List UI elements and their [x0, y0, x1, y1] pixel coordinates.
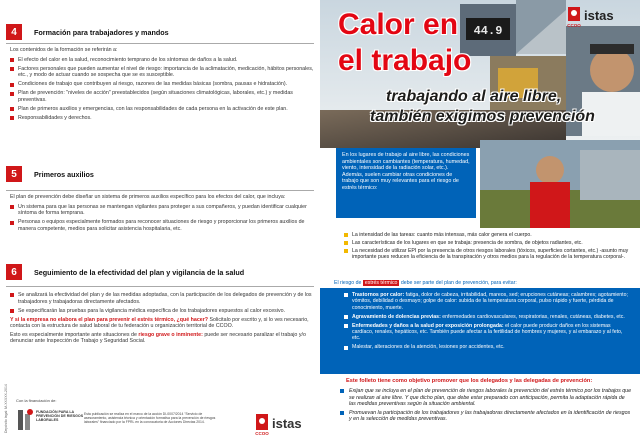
section-6-list: [10, 292, 314, 314]
list-item: Se especificarán las pruebas para la vigilancia médica específica de los trabajadores expuestos al calor excesivo.: [10, 308, 314, 315]
funding-label: Con la financiación de:: [16, 398, 57, 403]
risk-text-post: puede ser necesario paralizar el trabajo y/o denunciar ante Inspección de Trabajo y Seguridad Social.: [10, 331, 306, 345]
istas-logo-text: istas: [272, 416, 302, 431]
worker-photo: [480, 140, 640, 228]
working-conditions-list: [344, 232, 634, 262]
risk-statement: [334, 280, 634, 286]
list-item: Personas o equipos especialmente formados para reconocer situaciones de riesgo y proporcionar los primeros auxilios de manera competente, medios para solicitar asistencia hospitalaria, etc.: [10, 219, 314, 232]
risk-highlight: riesgo grave o inminente:: [138, 331, 203, 338]
list-item: Un sistema para que las personas se mantengan vigilantes para proteger a sus compañeros, y puedan identificar cualquier síntoma de forma temprana.: [10, 204, 314, 217]
section-number: 4: [6, 24, 22, 40]
title-line-2: el trabajo: [338, 44, 472, 77]
section-4-list: [10, 57, 314, 122]
section-number: 5: [6, 166, 22, 182]
list-item: Agravamiento de dolencias previas: enfermedades cardiovasculares, respiratorias, renales, cutáneas, diabetes, etc.: [344, 314, 632, 320]
footer: [16, 398, 316, 444]
section-intro: El plan de prevención debe diseñar un sistema de primeros auxilios específico para los efectos del calor, que incluya:: [10, 194, 286, 200]
logo-group: [568, 6, 630, 28]
subtitle-line-1: trabajando al aire libre,: [386, 88, 562, 105]
legal-deposit: Depósito legal: M-XXXXX-2014: [4, 384, 8, 433]
right-page: [320, 0, 640, 448]
divider: [6, 43, 314, 44]
list-item: Exijan que se incluya en el plan de prevención de riesgos laborales la prevención del estrés térmico por los trabajos que se realizan al aire libre. Y que dicho plan, que debe estar preparado con anticipación, permita la adaptación rápida de las medidas preventivas según la situación ambiental.: [340, 388, 632, 408]
section-5-list: [10, 204, 314, 233]
list-item: El efecto del calor en la salud, reconocimiento temprano de los síntomas de daños a la salud.: [10, 57, 314, 64]
section-4-body: [10, 47, 314, 124]
risk-post: debe ser parte del plan de prevención, para evitar:: [399, 280, 517, 286]
question-highlight: Y si la empresa no elabora el plan para prevenir el estrés térmico, ¿qué hacer?: [10, 316, 209, 323]
section-5-body: [10, 194, 314, 235]
list-item: La necesidad de utilizar EPI por la presencia de otros riesgos laborales (tóxicos, superficies cortantes, etc.) -asunto muy importante pues reducen la eficiencia de la transpiración y otros medios para la regulación de la temperatura corporal-.: [344, 248, 634, 261]
section-6-header: [6, 262, 244, 282]
subtitle-line-2: también exigimos prevención: [370, 108, 595, 125]
section-title: Formación para trabajadores y mandos: [34, 27, 169, 37]
funding-text: Esta publicación se realiza en el marco de la acción DI-0007/2014 "Servicio de asesoramiento, asistencia técnica y orientación formativa para la prevención de riesgos laborales" financiado por la FPRL en la convocatoria de Acciones Directas 2014.: [84, 412, 216, 425]
list-item: Se analizará la efectividad del plan y de las medidas adoptadas, con la participación de los delegados de prevención y de los trabajadores y trabajadoras directamente afectados.: [10, 292, 314, 305]
section-5-header: [6, 164, 94, 184]
list-item: Factores personales que pueden aumentar el nivel de riesgo: importancia de la aclimatación, medicación, hábitos personales, etc., y modo de actuar cuando se sospecha que se es susceptible.: [10, 66, 314, 79]
section-4-header: [6, 22, 169, 42]
objective-list: [340, 388, 632, 425]
title-line-1: Calor en: [338, 8, 459, 41]
heat-stress-highlight: estrés térmico: [364, 280, 398, 286]
section-number: 6: [6, 264, 22, 280]
divider: [6, 190, 314, 191]
istas-ccoo-header-logo: [568, 6, 630, 33]
risk-pre: El riesgo de: [334, 280, 363, 286]
list-item: Enfermedades y daños a la salud por exposición prolongada: el calor puede producir daños en los sistemas cardíaco, renales, hepáticos, etc. También puede afectar a la fertilidad de hombres y mujeres, y al embarazo y al feto, etc.: [344, 323, 632, 342]
question-text: Solicitalo por escrito y, si lo ves necesario, contacta con la estructura de salud laboral de tu federación u organización territorial de CCOO.: [10, 316, 309, 330]
list-item: Las características de los lugares en que se trabaja: presencia de sombra, de objetos radiantes, etc.: [344, 240, 634, 246]
ccoo-logo-text: CCOO: [255, 431, 269, 436]
list-item: Responsabilidades y derechos.: [10, 115, 314, 122]
section-intro: Los contenidos de la formación se referirán a:: [10, 47, 118, 53]
risk-text-pre: Esto es especialmente importante ante situaciones de: [10, 331, 139, 338]
section-6-body: [10, 292, 314, 345]
question-paragraph: [10, 317, 314, 330]
section-title: Seguimiento de la efectividad del plan y vigilancia de la salud: [34, 267, 245, 277]
list-item: Trastornos por calor: fatiga, dolor de cabeza, irritabilidad, mareos, sed; erupciones cutáneas; calambres; agotamiento; vómitos, debilidad o desmayo; golpe de calor: subida de la temperatura corporal, pulso rápido y fuerte, pérdida de conocimiento, muerte.: [344, 292, 632, 311]
divider: [6, 286, 314, 287]
istas-logo-text: istas: [584, 8, 614, 23]
list-item: Plan de primeros auxilios y emergencias, con las responsabilidades de cada persona en la activación de este plan.: [10, 106, 314, 113]
risk-paragraph: [10, 332, 314, 345]
list-item: Plan de prevención: "niveles de acción" preestablecidos (según situaciones climatológicas, laborales, etc.) y medidas preventivas.: [10, 90, 314, 103]
list-item: Condiciones de trabajo que contribuyen al riesgo, razones de las medidas básicas (sombra, pausas e hidratación).: [10, 81, 314, 88]
section-title: Primeros auxilios: [34, 169, 94, 179]
list-item: Promuevan la participación de los trabajadores y las trabajadoras directamente afectados en la identificación de riesgos y en la selección de medidas preventivas.: [340, 410, 632, 423]
ccoo-logo-text: CCOO: [567, 23, 581, 28]
thermometer-reading: 44.9: [473, 24, 503, 38]
list-item: La intensidad de las tareas: cuanto más intensas, más calor genera el cuerpo.: [344, 232, 634, 238]
foundation-name: FUNDACIÓN PARA LA PREVENCIÓN DE RIESGOS LABORALES: [36, 410, 84, 423]
fprl-logo-icon: [16, 408, 34, 432]
list-item: Malestar, alteraciones de la atención, lesiones por accidentes, etc.: [344, 344, 632, 350]
health-effects-list: [344, 292, 632, 353]
objective-title: Este folleto tiene como objetivo promover que los delegados y las delegadas de prevención:: [346, 378, 593, 384]
ccoo-logo-icon: [256, 414, 268, 436]
intro-box: En los lugares de trabajo al aire libre, las condiciones ambientales son cambiantes (temperatura, humedad, viento, intensidad de la radiación solar, etc.). Además, suelen cambiar otras condiciones de trabajo que son muy relevantes para el riesgo de estrés térmico:: [336, 148, 476, 218]
